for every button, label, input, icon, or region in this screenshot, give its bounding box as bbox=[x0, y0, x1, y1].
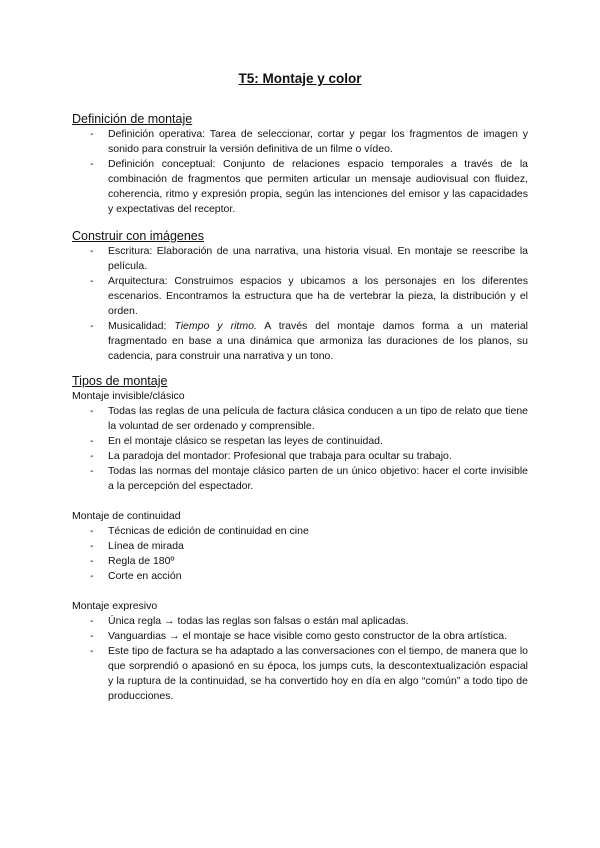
list-item: - Definición operativa: Tarea de seleccionar, cortar y pegar los fragmentos de imagen y sonido para construir la versión definitiva de un filme o vídeo. bbox=[72, 127, 528, 157]
page-title: T5: Montaje y color bbox=[238, 71, 362, 86]
subheading-continuidad: Montaje de continuidad bbox=[72, 510, 181, 522]
heading-construir: Construir con imágenes bbox=[72, 229, 205, 243]
list-item: - Corte en acción bbox=[72, 569, 528, 584]
list-item: - Vanguardias → el montaje se hace visible como gesto constructor de la obra artística. bbox=[72, 629, 528, 644]
list-continuidad bbox=[72, 524, 528, 584]
list-invisible bbox=[72, 404, 528, 494]
list-expresivo bbox=[72, 614, 528, 704]
list-item: - Todas las normas del montaje clásico parten de un único objetivo: hacer el corte invisible a la percepción del espectador. bbox=[72, 464, 528, 494]
musicalidad-rest: A través del montaje damos forma a un material fragmentado en base a una dinámica que armoniza las duraciones de los planos, su cadencia, para construir una narrativa y un tono. bbox=[108, 320, 528, 362]
list-item: - Todas las reglas de una película de factura clásica conducen a un tipo de relato que tiene la voluntad de ser ordenado y comprensible. bbox=[72, 404, 528, 434]
list-construir bbox=[72, 244, 528, 364]
subheading-expresivo: Montaje expresivo bbox=[72, 600, 158, 612]
list-definicion bbox=[72, 127, 528, 217]
list-item: - La paradoja del montador: Profesional que trabaja para ocultar su trabajo. bbox=[72, 449, 528, 464]
list-item: - Definición conceptual: Conjunto de relaciones espacio temporales a través de la combinación de fragmentos que permiten articular un mensaje audiovisual con fluidez, coherencia, ritmo y expresión propia, según las intenciones del emisor y las capacidades y expectativas del receptor. bbox=[72, 157, 528, 217]
list-item: - Arquitectura: Construimos espacios y ubicamos a los personajes en los diferentes escenarios. Encontramos la estructura que ha de vertebrar la pieza, la distribución y el orden. bbox=[72, 274, 528, 319]
list-item: - Regla de 180º bbox=[72, 554, 528, 569]
list-item-musicalidad bbox=[72, 319, 528, 364]
list-item: - Técnicas de edición de continuidad en cine bbox=[72, 524, 528, 539]
list-item: - Escritura: Elaboración de una narrativa, una historia visual. En montaje se reescribe la película. bbox=[72, 244, 528, 274]
heading-tipos: Tipos de montaje bbox=[72, 374, 168, 388]
heading-definicion: Definición de montaje bbox=[72, 112, 193, 126]
list-item: - En el montaje clásico se respetan las leyes de continuidad. bbox=[72, 434, 528, 449]
document-body bbox=[72, 112, 528, 704]
list-item: - Este tipo de factura se ha adaptado a las conversaciones con el tiempo, de manera que lo que sorprendió o apasionó en su época, los jumps cuts, la descontextualización espacial y la ruptura de la continuidad, se ha convertido hoy en día en algo “común” a todo tipo de producciones. bbox=[72, 644, 528, 704]
list-item: - Línea de mirada bbox=[72, 539, 528, 554]
list-item: - Única regla → todas las reglas son falsas o están mal aplicadas. bbox=[72, 614, 528, 629]
subheading-invisible: Montaje invisible/clásico bbox=[72, 390, 185, 402]
musicalidad-italic: Tiempo y ritmo. bbox=[174, 320, 257, 332]
musicalidad-prefix: Musicalidad: bbox=[108, 320, 175, 332]
